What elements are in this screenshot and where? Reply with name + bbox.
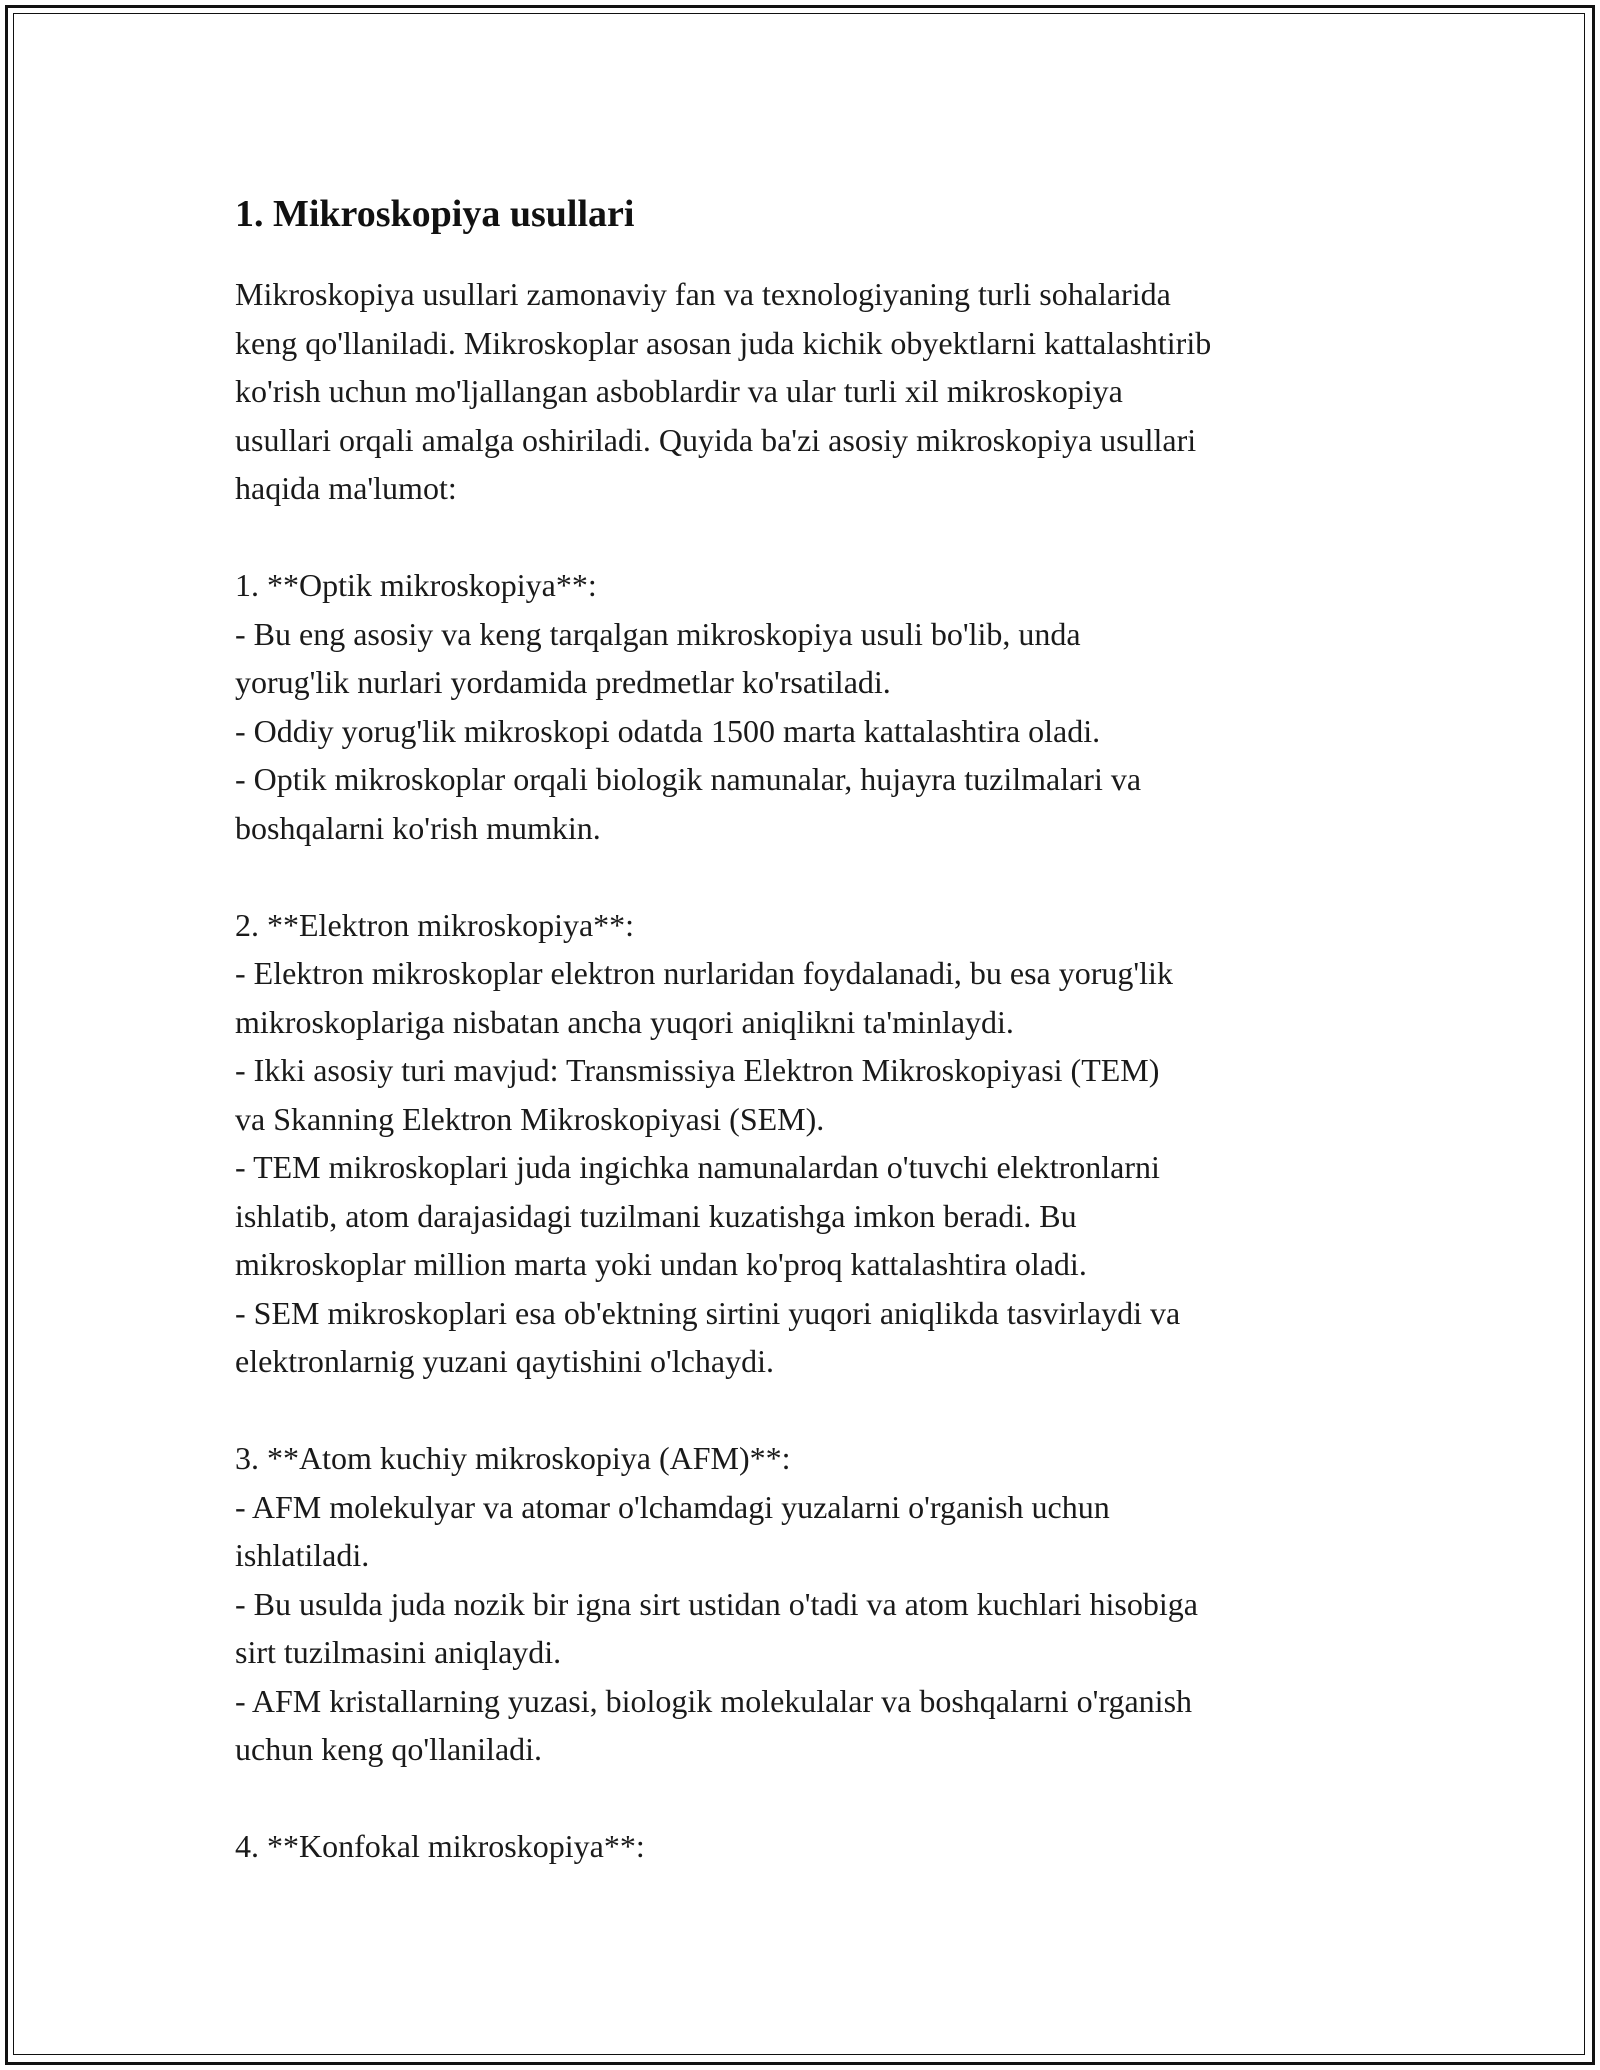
- document-body: Mikroskopiya usullari zamonaviy fan va texnologiyaning turli sohalarida keng qo'llaniladi. Mikroskoplar asosan juda kichik obyektlarni kattalashtirib ko'rish uchun mo'ljallangan asboblardir va ular turli xil mikroskopiya usullari orqali amalga oshiriladi. Quyida ba'zi asosiy mikroskopiya usullari haqida ma'lumot: 1. **Optik mikroskopiya**: - Bu eng asosiy va keng tarqalgan mikroskopiya usuli bo'lib, unda yorug'lik nurlari yordamida predmetlar ko'rsatiladi. - Oddiy yorug'lik mikroskopi odatda 1500 marta kattalashtira oladi. - Optik mikroskoplar orqali biologik namunalar, hujayra tuzilmalari va boshqalarni ko'rish mumkin. 2. **Elektron mikroskopiya**: - Elektron mikroskoplar elektron nurlaridan foydalanadi, bu esa yorug'lik mikroskoplariga nisbatan ancha yuqori aniqlikni ta'minlaydi. - Ikki asosiy turi mavjud: Transmissiya Elektron Mikroskopiyasi (TEM) va Skanning Elektron Mikroskopiyasi (SEM). - TEM mikroskoplari juda ingichka namunalardan o'tuvchi elektronlarni ishlatib, atom darajasidagi tuzilmani kuzatishga imkon beradi. Bu mikroskoplar million marta yoki undan ko'proq kattalashtira oladi. - SEM mikroskoplari esa ob'ektning sirtini yuqori aniqlikda tasvirlaydi va elektronlarnig yuzani qaytishini o'lchaydi. 3. **Atom kuchiy mikroskopiya (AFM)**: - AFM molekulyar va atomar o'lchamdagi yuzalarni o'rganish uchun ishlatiladi. - Bu usulda juda nozik bir igna sirt ustidan o'tadi va atom kuchlari hisobiga sirt tuzilmasini aniqlaydi. - AFM kristallarning yuzasi, biologik molekulalar va boshqalarni o'rganish uchun keng qo'llaniladi. 4. **Konfokal mikroskopiya**:: [235, 276, 1212, 1864]
- document-page: [235, 188, 1415, 1871]
- document-title: 1. Mikroskopiya usullari: [235, 193, 635, 235]
